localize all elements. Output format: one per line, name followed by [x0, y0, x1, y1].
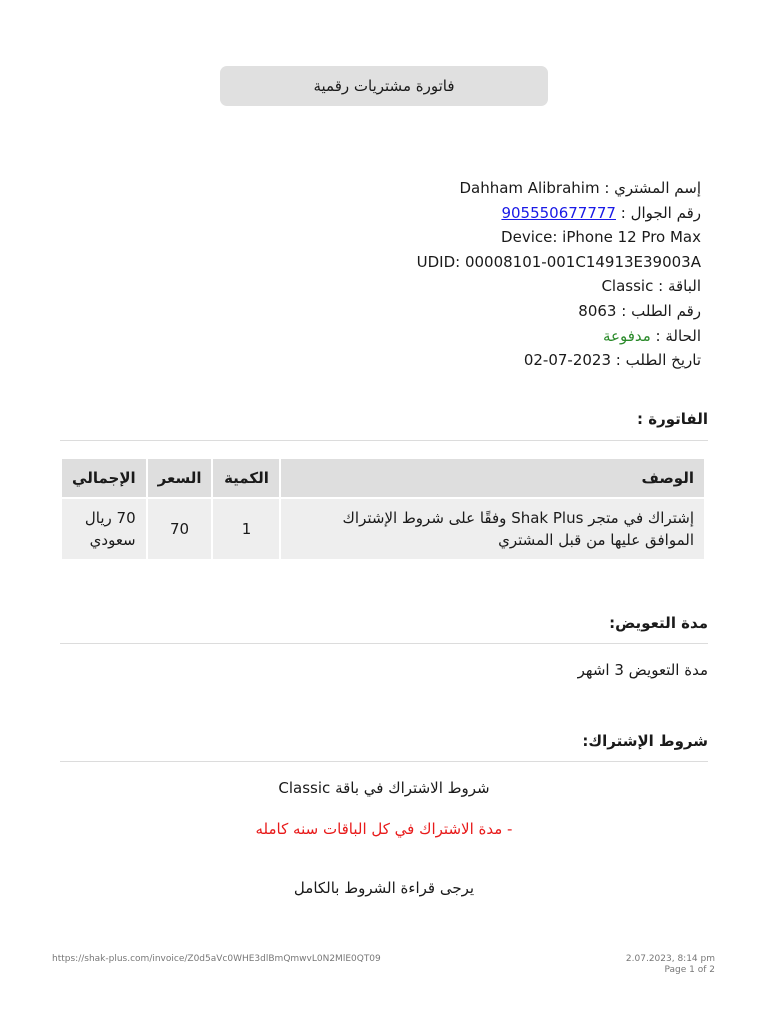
status-badge: مدفوعة: [602, 326, 651, 345]
footer-page-number: Page 1 of 2: [664, 965, 715, 975]
package-line: الباقة : Classic: [601, 277, 701, 296]
divider: [60, 643, 708, 644]
customer-name-line: إسم المشتري : Dahham Alibrahim: [459, 179, 701, 197]
customer-name-label: إسم المشتري: [614, 179, 701, 197]
table-row: [62, 499, 704, 559]
footer-meta: [626, 954, 715, 976]
row-total: 70 ريال سعودي: [62, 499, 146, 559]
row-quantity: 1: [213, 499, 279, 559]
device-line: [281, 225, 701, 250]
terms-note: يرجى قراءة الشروط بالكامل: [293, 879, 475, 897]
invoice-table: [60, 457, 706, 561]
invoice-title: فاتورة مشتريات رقمية: [313, 77, 455, 95]
customer-info: [281, 176, 701, 373]
invoice-title-box: [220, 66, 548, 106]
udid-text: UDID: 00008101-001C14913E39003A: [416, 252, 701, 271]
column-header-description: الوصف: [281, 459, 704, 497]
phone-line: رقم الجوال : 905550677777: [501, 203, 701, 222]
order-number-label: رقم الطلب: [631, 301, 701, 320]
divider: [60, 761, 708, 762]
status-line: الحالة : مدفوعة: [602, 326, 701, 345]
order-date-line: تاريخ الطلب : 02-07-2023: [523, 351, 701, 370]
column-header-total: الإجمالي: [62, 459, 146, 497]
footer-url: https://shak-plus.com/invoice/Z0d5aVc0WHE3dlBmQmwvL0N2MlE0QT09: [52, 954, 381, 964]
terms-warning: - مدة الاشتراك في كل الباقات سنه كامله: [255, 820, 513, 838]
row-price: 70: [148, 499, 212, 559]
order-number-line: رقم الطلب : 8063: [578, 301, 701, 320]
package-value: Classic: [601, 277, 654, 296]
udid-line: [281, 250, 701, 275]
order-date: 02-07-2023: [523, 351, 612, 370]
order-date-label: تاريخ الطلب: [625, 351, 701, 370]
terms-title: شروط الاشتراك في باقة Classic: [278, 779, 490, 797]
invoice-table-header: [62, 459, 704, 497]
phone-link[interactable]: 905550677777: [501, 203, 616, 222]
package-label: الباقة: [667, 277, 701, 296]
row-description: إشتراك في متجر Shak Plus وفقًا على شروط الإشتراك الموافق عليها من قبل المشتري: [281, 499, 704, 559]
footer-datetime: 2.07.2023, 8:14 pm: [625, 954, 715, 964]
phone-label: رقم الجوال: [630, 203, 701, 222]
compensation-heading: مدة التعويض:: [609, 614, 708, 632]
divider: [60, 440, 708, 441]
order-number: 8063: [578, 301, 617, 320]
compensation-text: مدة التعويض 3 اشهر: [577, 661, 708, 679]
terms-heading: شروط الإشتراك:: [582, 732, 708, 750]
column-header-quantity: الكمية: [213, 459, 279, 497]
customer-name: Dahham Alibrahim: [459, 179, 600, 197]
status-label: الحالة: [665, 326, 701, 345]
column-header-price: السعر: [148, 459, 212, 497]
device-text: Device: iPhone 12 Pro Max: [501, 228, 701, 247]
invoice-heading: الفاتورة :: [637, 410, 708, 428]
